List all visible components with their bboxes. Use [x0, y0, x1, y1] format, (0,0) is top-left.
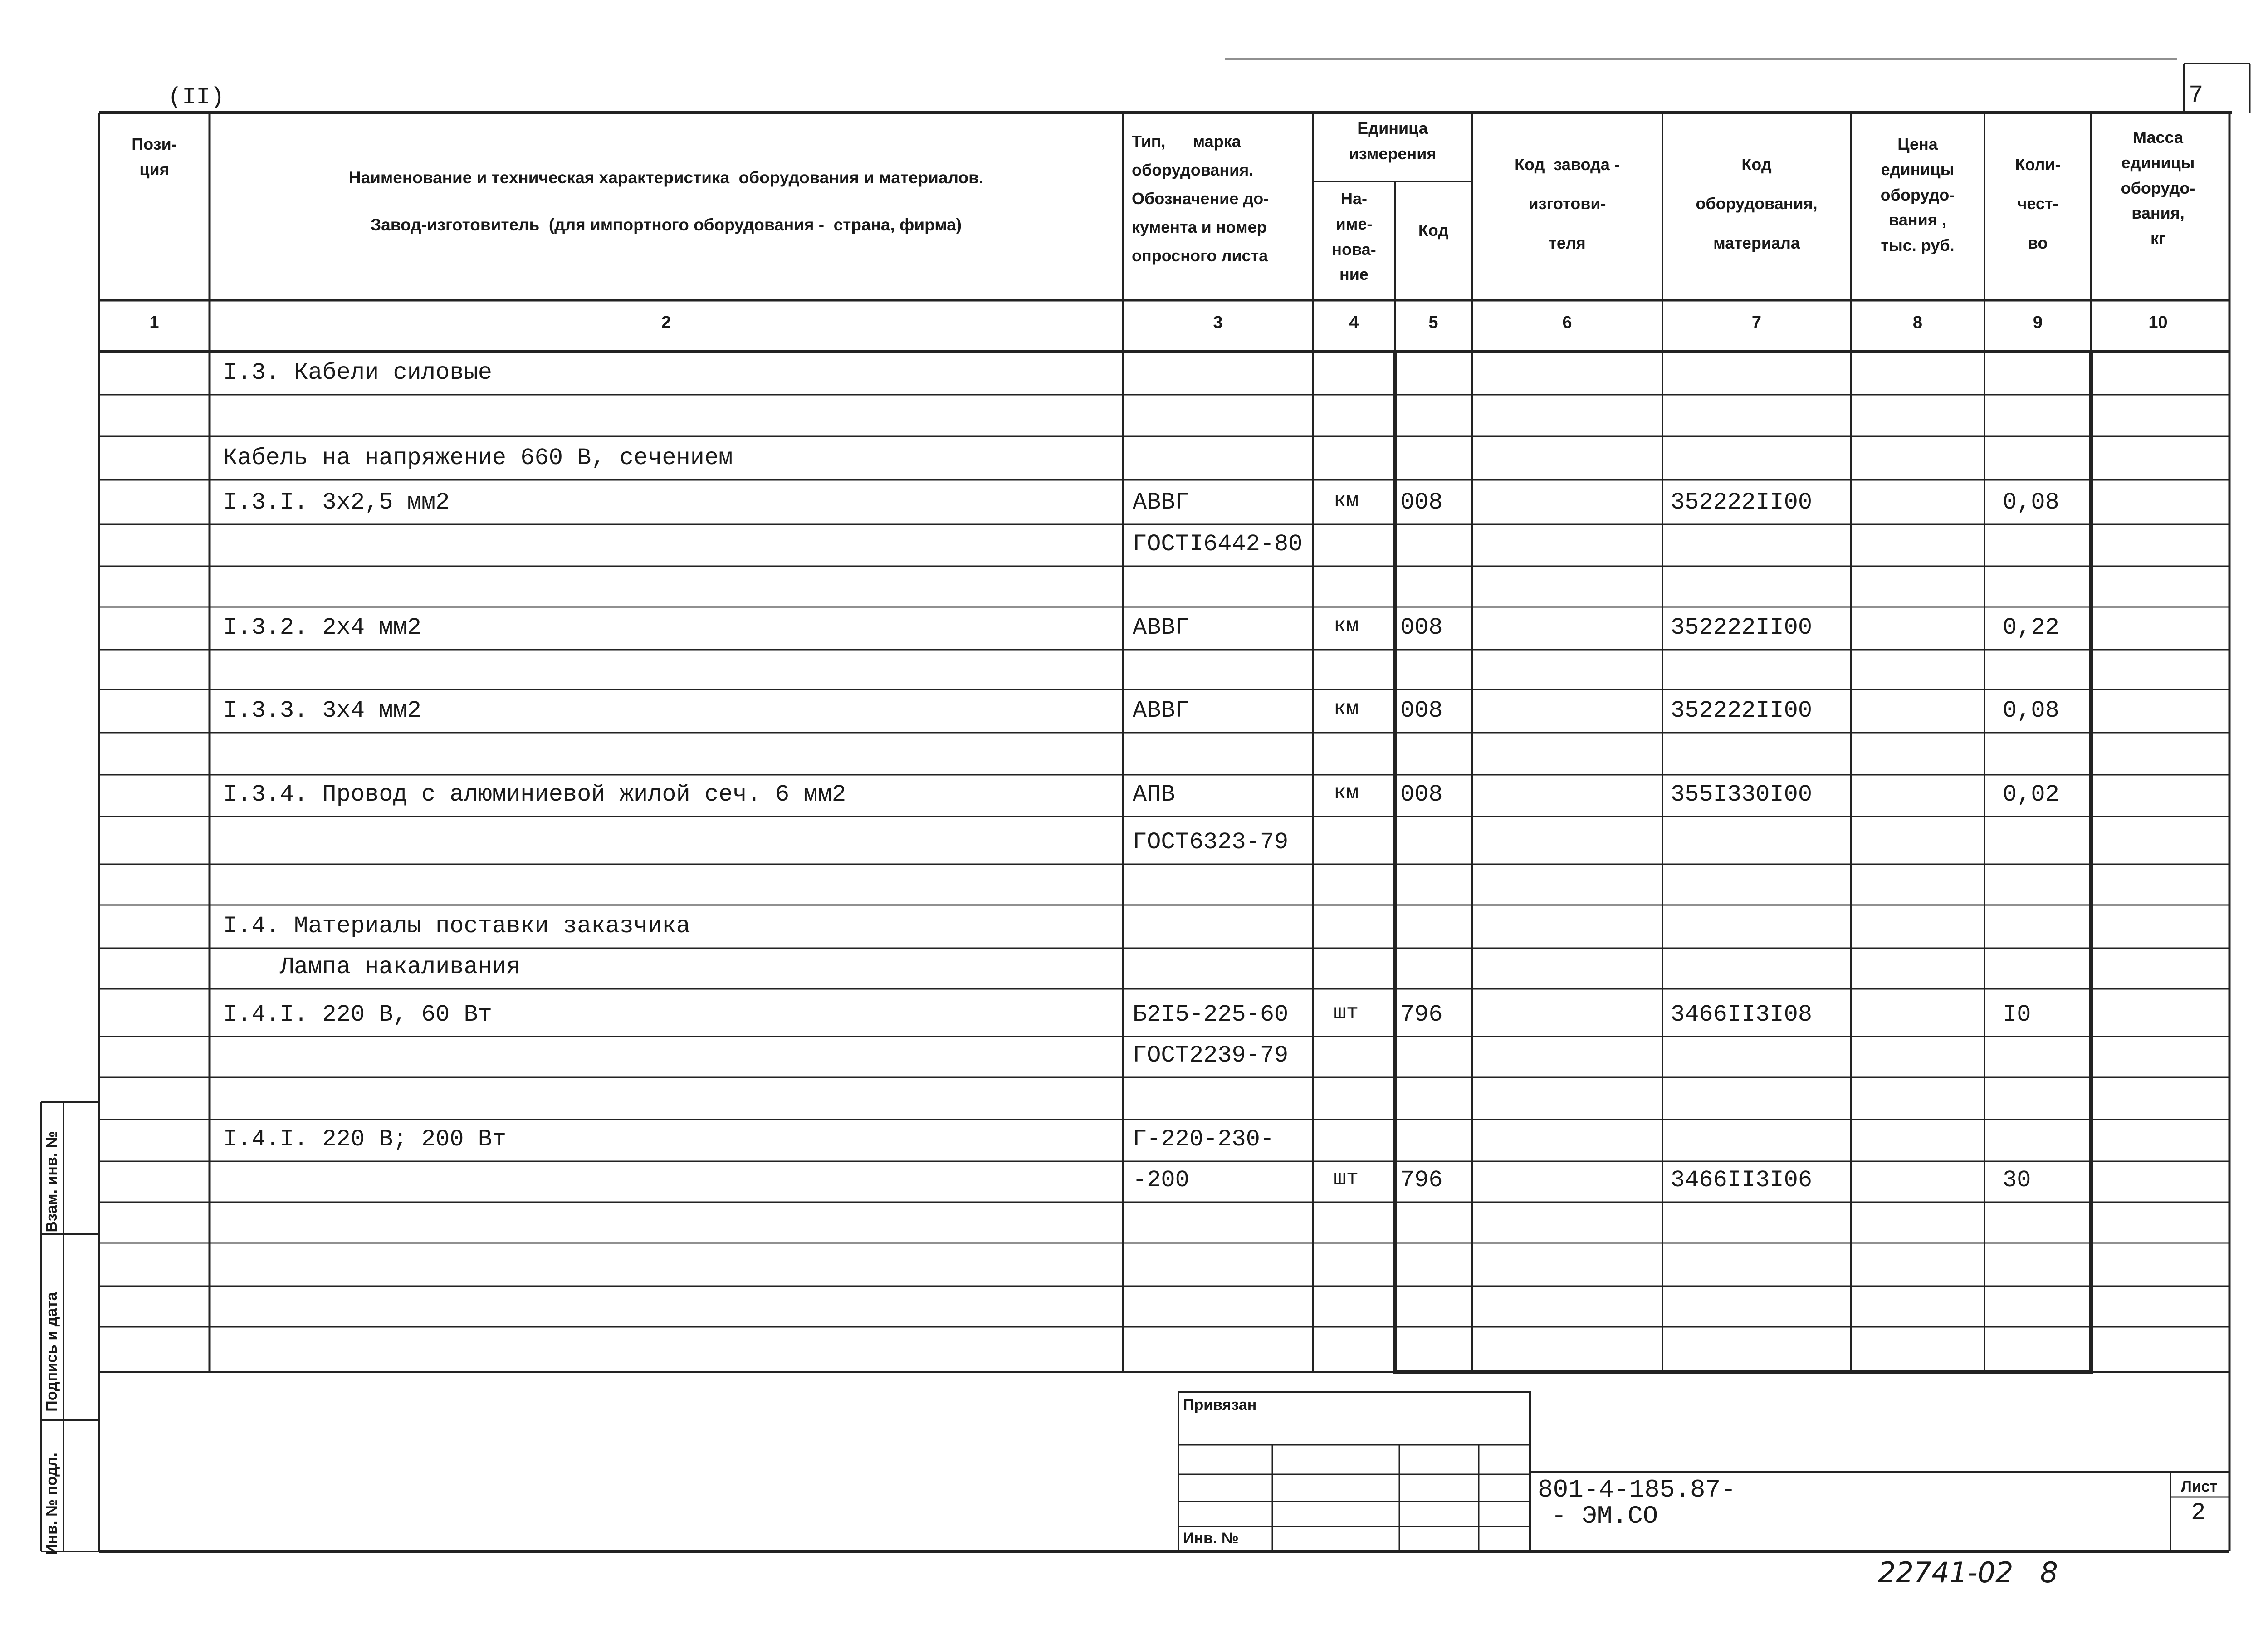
row-type: АПВ [1133, 781, 1175, 808]
row-name: I.3.2. 2х4 мм2 [223, 614, 421, 641]
row-code: 3466II3I08 [1671, 1001, 1813, 1028]
header-factory: Код завода - изготови- теля [1515, 155, 1620, 252]
row-unit: шт [1334, 1001, 1359, 1025]
header-unit-name: На- име- нова- ние [1332, 189, 1376, 284]
header-type: Тип, марка оборудования. Обозначение до- кумента и номер опросного листа [1132, 132, 1269, 265]
row-unit-code: 008 [1400, 697, 1443, 724]
column-number-3: 3 [1213, 313, 1223, 332]
row-code: 355I330I00 [1671, 781, 1813, 808]
column-number-8: 8 [1912, 313, 1923, 332]
row-code: 352222II00 [1671, 697, 1813, 724]
row-unit-code: 796 [1400, 1001, 1443, 1028]
column-number-1: 1 [149, 313, 159, 332]
row-quantity: I0 [2003, 1001, 2031, 1028]
row-unit-code: 008 [1400, 614, 1443, 641]
row-type: АВВГ [1133, 614, 1189, 641]
row-name: Кабель на напряжение 660 В, сечением [223, 445, 733, 471]
row-type: АВВГ [1133, 697, 1189, 724]
header-unit-code: Код [1418, 221, 1449, 240]
row-name: I.3.4. Провод с алюминиевой жилой сеч. 6 мм2 [223, 781, 846, 808]
doc-code-line2: - ЭМ.СО [1551, 1502, 1658, 1531]
row-unit-code: 008 [1400, 781, 1443, 808]
row-name: I.4.I. 220 В; 200 Вт [223, 1126, 507, 1153]
row-name: I.3.I. 3х2,5 мм2 [223, 489, 450, 516]
header-mass: Масса единицы оборудо- вания, кг [2121, 128, 2195, 248]
row-quantity: 0,08 [2003, 489, 2059, 516]
row-quantity: 30 [2003, 1167, 2031, 1194]
doc-code-line1: 801-4-185.87- [1538, 1475, 1736, 1504]
column-number-10: 10 [2148, 313, 2168, 332]
column-number-2: 2 [661, 313, 671, 332]
row-unit: шт [1334, 1167, 1359, 1190]
header-code: Код оборудования, материала [1696, 155, 1818, 252]
row-type: ГОСТI6442-80 [1133, 531, 1303, 558]
stamp-bound-label: Привязан [1183, 1396, 1257, 1414]
header-price: Цена единицы оборудо- вания , тыс. руб. [1880, 135, 1955, 255]
row-name: Лампа накаливания [223, 954, 521, 980]
row-type: ГОСТ6323-79 [1133, 829, 1289, 856]
column-number-7: 7 [1751, 313, 1762, 332]
row-type: Б2I5-225-60 [1133, 1001, 1289, 1028]
row-quantity: 0,08 [2003, 697, 2059, 724]
footer-number: 22741-02 8 [1878, 1556, 2058, 1589]
row-unit: км [1334, 697, 1359, 721]
header-pos: Пози- ция [132, 135, 177, 179]
side-label-replacement-inv: Взам. инв. № [43, 1131, 60, 1233]
row-unit: км [1334, 614, 1359, 638]
column-number-5: 5 [1428, 313, 1438, 332]
column-number-9: 9 [2033, 313, 2043, 332]
row-type: ГОСТ2239-79 [1133, 1042, 1289, 1069]
row-name: I.3.3. 3х4 мм2 [223, 697, 421, 724]
page-marker: (II) [168, 84, 225, 111]
row-code: 3466II3I06 [1671, 1167, 1813, 1194]
row-code: 352222II00 [1671, 614, 1813, 641]
row-quantity: 0,22 [2003, 614, 2059, 641]
sheet-label: Лист [2181, 1478, 2218, 1495]
column-number-6: 6 [1562, 313, 1572, 332]
header-name: Наименование и техническая характеристика оборудования и материалов. Завод-изготовитель (для импортного оборудования - страна, фирма) [348, 168, 984, 234]
row-unit: км [1334, 489, 1359, 513]
sheet-corner-number: 7 [2189, 82, 2204, 109]
side-label-signature-date: Подпись и дата [43, 1292, 60, 1412]
row-name: I.4.I. 220 В, 60 Вт [223, 1001, 492, 1028]
row-name: I.3. Кабели силовые [223, 359, 492, 386]
sheet-number: 2 [2191, 1499, 2206, 1527]
row-name: I.4. Материалы поставки заказчика [223, 913, 690, 939]
row-type: Г-220-230- [1133, 1126, 1275, 1153]
column-number-4: 4 [1349, 313, 1359, 332]
stamp-inv-label: Инв. № [1183, 1530, 1239, 1547]
row-type: АВВГ [1133, 489, 1189, 516]
row-unit-code: 796 [1400, 1167, 1443, 1194]
row-type: -200 [1133, 1167, 1189, 1194]
row-unit-code: 008 [1400, 489, 1443, 516]
side-label-original-inv: Инв. № подл. [43, 1453, 60, 1555]
header-unit: Единица измерения [1349, 119, 1437, 163]
row-unit: км [1334, 781, 1359, 805]
row-quantity: 0,02 [2003, 781, 2059, 808]
header-qty: Коли- чест- во [2015, 155, 2061, 252]
row-code: 352222II00 [1671, 489, 1813, 516]
